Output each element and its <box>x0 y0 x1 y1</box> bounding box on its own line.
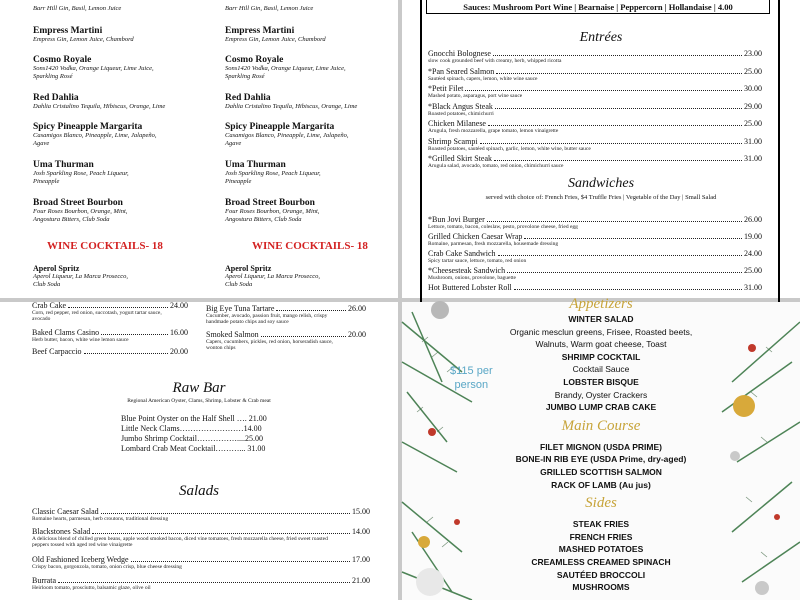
holiday-menu-line: BONE-IN RIB EYE (USDA Prime, dry-aged) <box>515 454 687 465</box>
cut-off-cocktail-name <box>225 0 239 1</box>
menu-item-price: 21.00 <box>352 576 370 585</box>
leader-dots <box>495 103 742 109</box>
holiday-menu-line: Sides <box>585 495 617 512</box>
menu-item-desc: peppers tossed with aged red wine vinaigrette <box>32 542 133 548</box>
menu-item-name: Blackstones Salad <box>32 527 91 536</box>
holiday-menu-line: Organic mesclun greens, Frisee, Roasted beets, <box>509 326 693 337</box>
menu-item-desc: A delicious blend of chilled green beans, apple wood smoked bacon, diced vine tomatoes, fresh mozzarella cheese, fried sweet roasted <box>32 536 328 542</box>
menu-item-row <box>428 50 762 58</box>
menu-item-name: *Pan Seared Salmon <box>428 66 495 76</box>
leader-dots <box>101 329 168 335</box>
menu-item-row <box>32 302 188 310</box>
menu-item-name: Big Eye Tuna Tartare <box>206 304 275 313</box>
menu-item-desc: slow cook grounded beef with creamy, herb, whipped ricotta <box>428 58 562 64</box>
holiday-menu-line: FILET MIGNON (USDA PRIME) <box>540 441 662 452</box>
holiday-menu-line: GRILLED SCOTTISH SALMON <box>540 467 662 477</box>
menu-item-row <box>428 138 762 146</box>
holiday-menu-panel <box>402 296 800 600</box>
cocktail-desc: Barr Hill Gin, Basil, Lemon Juice <box>225 5 314 12</box>
sandwiches-title: Sandwiches <box>567 176 635 191</box>
cocktail-item: Uma Thurman Josh Sparkling Rose, Peach Liqueur, Pineapple <box>225 160 321 185</box>
menu-item-name: Shrimp Scampi <box>428 136 478 146</box>
menu-item-price: 24.00 <box>170 301 188 310</box>
menu-item-price: 19.00 <box>744 232 762 241</box>
salads-title: Salads <box>178 483 219 499</box>
sandwiches-note: served with choice of: French Fries, $4 Truffle Fries | Vegetable of the Day | Small Salad <box>485 194 717 201</box>
cocktail-item: Spicy Pineapple Margarita Casamigos Blanco, Pineapple, Lime, Jalapeño, Agave <box>225 122 349 147</box>
menu-item <box>428 155 762 169</box>
holiday-menu-line: SHRIMP COCKTAIL <box>561 351 641 362</box>
raw-bar-item: Jumbo Shrimp Cocktail……………....25.00 <box>121 434 263 443</box>
menu-item-price: 24.00 <box>744 249 762 258</box>
holiday-menu-line: Main Course <box>561 417 641 434</box>
appetizers-section-title: Appetizers <box>569 296 633 312</box>
holiday-menu-line: RACK OF LAMB (Au jus) <box>551 479 651 490</box>
raw-bar-menu-panel <box>0 302 398 600</box>
menu-item-name: Baked Clams Casino <box>32 328 100 337</box>
menu-item-desc: Sautéed spinach, capers, lemon, white wine sauce <box>428 75 538 82</box>
menu-item-name: Gnocchi Bolognese <box>428 49 491 58</box>
menu-item-row <box>206 305 366 313</box>
menu-item-name: Classic Caesar Salad <box>32 507 99 516</box>
menu-item-row <box>32 329 188 337</box>
menu-item-name: Smoked Salmon <box>206 330 259 339</box>
menu-item <box>32 302 188 322</box>
menu-item <box>428 284 762 292</box>
holiday-menu-line: WINTER SALAD <box>568 314 634 324</box>
menu-item-desc: Heirloom tomato, prosciutto, balsamic glaze, olive oil <box>32 585 151 591</box>
wine-cocktails-heading: WINE COCKTAILS- 18 <box>252 240 368 252</box>
raw-bar-item: Blue Point Oyster on the Half Shell …. 21.00 <box>121 414 267 423</box>
menu-item-desc: Romaine hearts, parmesan, herb croutons, traditional dressing <box>32 516 169 522</box>
menu-item-desc: avocado <box>32 316 51 322</box>
leader-dots <box>496 68 742 74</box>
menu-item-row <box>428 120 762 128</box>
holiday-menu-line: CREAMLESS CREAMED SPINACH <box>531 557 671 567</box>
leader-dots <box>84 348 168 354</box>
menu-item-name: *Petit Filet <box>428 84 464 93</box>
menu-item-desc: handmade potato chips and soy sauce <box>206 319 289 325</box>
menu-item-price: 26.00 <box>348 304 366 313</box>
cocktail-item: Aperol Spritz Aperol Liqueur, La Marca Prosecco, Club Soda <box>33 264 128 288</box>
menu-item-row <box>206 331 366 339</box>
menu-item-name: *Cheesesteak Sandwich <box>428 266 506 275</box>
leader-dots <box>514 284 742 290</box>
holiday-menu-line: Cocktail Sauce <box>572 364 630 375</box>
menu-item-row <box>32 508 370 516</box>
menu-item-name: *Grilled Skirt Steak <box>428 154 492 163</box>
menu-item-price: 20.00 <box>348 330 366 339</box>
menu-item-price: 20.00 <box>170 347 188 356</box>
menu-item-row <box>428 250 762 258</box>
holiday-menu-line: SAUTÉED BROCCOLI <box>556 569 646 580</box>
menu-item-row <box>428 85 762 93</box>
menu-item-price: 15.00 <box>352 507 370 516</box>
menu-item-price: 30.00 <box>744 84 762 93</box>
menu-item-desc: Roasted potatoes, chimichurri <box>428 110 494 117</box>
holiday-menu-line: MUSHROOMS <box>572 582 630 593</box>
menu-item-desc: Corn, red pepper, red onion, succotash, yogurt tartar sauce, <box>32 310 162 316</box>
menu-item-row <box>428 233 762 241</box>
cocktail-desc: Barr Hill Gin, Basil, Lemon Juice <box>33 5 122 12</box>
raw-bar-item: Little Neck Clams……………………14.00 <box>121 424 262 433</box>
menu-item <box>32 528 370 548</box>
leader-dots <box>493 50 742 56</box>
menu-item-price: 25.00 <box>744 119 762 128</box>
menu-item <box>428 85 762 99</box>
leader-dots <box>524 233 742 239</box>
menu-item-name: *Black Angus Steak <box>428 101 493 111</box>
menu-item-desc: Herb butter, bacon, white wine lemon sauce <box>32 337 129 343</box>
menu-item <box>428 233 762 247</box>
cocktail-menu-panel <box>0 0 398 298</box>
leader-dots <box>494 155 742 161</box>
menu-item <box>32 348 188 356</box>
menu-item-desc: wonton chips <box>206 345 236 351</box>
menu-item-price: 31.00 <box>744 154 762 163</box>
sauces-bar: Sauces: Mushroom Port Wine | Bearnaise | Peppercorn | Hollandaise | 4.00 <box>426 0 770 14</box>
cocktail-item: Empress Martini Empress Gin, Lemon Juice, Chambord <box>225 26 326 43</box>
leader-dots <box>507 267 742 273</box>
menu-item-row <box>428 216 762 224</box>
menu-item-price: 26.00 <box>744 215 762 224</box>
menu-item <box>32 556 370 570</box>
leader-dots <box>480 138 742 144</box>
cocktail-item: Broad Street Bourbon Four Roses Bourbon, Orange, Mint, Angostura Bitters, Club Soda <box>33 198 128 223</box>
cocktail-item: Spicy Pineapple Margarita Casamigos Blanco, Pineapple, Lime, Jalapeño, Agave <box>33 122 157 147</box>
menu-item-name: Grilled Chicken Caesar Wrap <box>428 232 523 241</box>
holiday-menu-line: MASHED POTATOES <box>558 544 644 555</box>
menu-item-desc: Lettuce, tomato, bacon, coleslaw, pesto, provolone cheese, fried egg <box>428 224 578 230</box>
menu-item <box>32 508 370 522</box>
cocktail-item: Broad Street Bourbon Four Roses Bourbon, Orange, Mint, Angostura Bitters, Club Soda <box>225 198 320 223</box>
leader-dots <box>276 305 346 311</box>
holiday-menu-line: FRENCH FRIES <box>569 531 633 542</box>
menu-item-row <box>32 556 370 564</box>
leader-dots <box>261 331 346 337</box>
cocktail-item: Aperol Spritz Aperol Liqueur, La Marca Prosecco, Club Soda <box>225 264 320 288</box>
menu-item <box>32 329 188 343</box>
entrees-menu-panel <box>402 0 800 298</box>
cocktail-item: Red Dahlia Dahlia Cristalino Tequila, Hibiscus, Orange, Lime <box>33 93 166 110</box>
menu-item <box>428 267 762 281</box>
menu-item-price: 23.00 <box>744 49 762 58</box>
cocktail-item: Red Dahlia Dahlia Cristalino Tequila, Hibiscus, Orange, Lime <box>225 93 358 110</box>
menu-item <box>206 331 366 351</box>
menu-item-price: 14.00 <box>352 527 370 536</box>
raw-bar-title: Raw Bar <box>172 380 226 396</box>
menu-item <box>428 138 762 152</box>
menu-item-row <box>32 348 188 356</box>
menu-item <box>428 50 762 64</box>
menu-item <box>428 120 762 134</box>
entrees-title: Entrées <box>579 30 623 45</box>
menu-item-name: Crab Cake Sandwich <box>428 249 496 258</box>
menu-item-price: 17.00 <box>352 555 370 564</box>
menu-item-desc: Crispy bacon, gorgonzola, tomato, onion crisp, blue cheese dressing <box>32 564 182 570</box>
leader-dots <box>68 302 168 308</box>
leader-dots <box>131 556 350 562</box>
menu-item-desc: Cucumber, avocado, passion fruit, mango relish, crispy <box>206 313 328 319</box>
menu-item-name: Crab Cake <box>32 301 66 310</box>
menu-item-row <box>32 577 370 585</box>
cocktail-item: Uma Thurman Josh Sparkling Rose, Peach Liqueur, Pineapple <box>33 160 129 185</box>
menu-item-desc: Romaine, parmesan, fresh mozzarella, housemade dressing <box>428 241 559 247</box>
leader-dots <box>487 216 742 222</box>
menu-item-desc: Capers, cucumbers, pickles, red onion, horseradish sauce, <box>206 339 333 345</box>
wine-cocktails-heading: WINE COCKTAILS- 18 <box>47 240 163 252</box>
menu-item-price: 31.00 <box>744 283 762 292</box>
cocktail-item: Cosmo Royale Sons1420 Vodka, Orange Liqueur, Lime Juice, Sparkling Rosé <box>225 55 346 80</box>
cocktail-item: Empress Martini Empress Gin, Lemon Juice, Chambord <box>33 26 134 43</box>
menu-item <box>428 216 762 230</box>
menu-item-price: 31.00 <box>744 136 762 146</box>
menu-item-desc: Arugula, fresh mozzarella, grape tomato, lemon vinaigrette <box>428 128 559 134</box>
leader-dots <box>488 120 742 126</box>
menu-item <box>428 250 762 264</box>
menu-item-name: Hot Buttered Lobster Roll <box>428 283 512 292</box>
menu-item <box>428 103 762 117</box>
menu-item-name: Chicken Milanese <box>428 119 486 128</box>
leader-dots <box>92 528 350 534</box>
menu-item-price: 16.00 <box>170 328 188 337</box>
leader-dots <box>101 508 350 514</box>
cut-off-cocktail-name <box>33 0 47 1</box>
price-per-person: $115 per person <box>450 365 493 391</box>
holiday-menu-line: LOBSTER BISQUE <box>563 377 639 387</box>
menu-item <box>206 305 366 325</box>
menu-item <box>32 577 370 591</box>
menu-item <box>428 68 762 82</box>
leader-dots <box>58 577 350 583</box>
holiday-menu-line: STEAK FRIES <box>572 519 630 530</box>
menu-item-price: 25.00 <box>744 66 762 76</box>
menu-item-price: 25.00 <box>744 266 762 275</box>
menu-item-row <box>428 103 762 111</box>
holiday-menu-line: Brandy, Oyster Crackers <box>554 389 648 400</box>
menu-item-desc: Mushroom, onions, provolone, baguette <box>428 275 516 281</box>
menu-item-desc: Roasted potatoes, sautéed spinach, garlic, lemon, white wine, butter sauce <box>428 145 591 152</box>
leader-dots <box>498 250 742 256</box>
menu-item-row <box>32 528 370 536</box>
menu-item-desc: Arugula salad, avocado, tomato, red onion, chimichurri sauce <box>428 163 564 169</box>
menu-item-row <box>428 284 762 292</box>
menu-item-name: Burrata <box>32 576 56 585</box>
menu-item-desc: Spicy tartar sauce, lettuce, tomato, red onion <box>428 258 527 264</box>
menu-item-desc: Mashed potato, asparagus, port wine sauce <box>428 93 523 99</box>
menu-item-row <box>428 68 762 76</box>
menu-item-name: Beef Carpaccio <box>32 347 82 356</box>
menu-item-price: 29.00 <box>744 101 762 111</box>
raw-bar-item: Lombard Crab Meat Cocktail………... 31.00 <box>121 444 266 453</box>
menu-item-row <box>428 267 762 275</box>
menu-item-name: Old Fashioned Iceberg Wedge <box>32 555 129 564</box>
raw-bar-subtitle: Regional American Oyster, Clams, Shrimp, Lobster & Crab meat <box>127 398 271 404</box>
holiday-menu-line: JUMBO LUMP CRAB CAKE <box>545 402 657 413</box>
holiday-menu-line: Walnuts, Warm goat cheese, Toast <box>535 339 667 350</box>
cocktail-item: Cosmo Royale Sons1420 Vodka, Orange Liqueur, Lime Juice, Sparkling Rosé <box>33 55 154 80</box>
menu-item-name: *Bun Jovi Burger <box>428 215 485 224</box>
leader-dots <box>465 85 742 91</box>
menu-item-row <box>428 155 762 163</box>
